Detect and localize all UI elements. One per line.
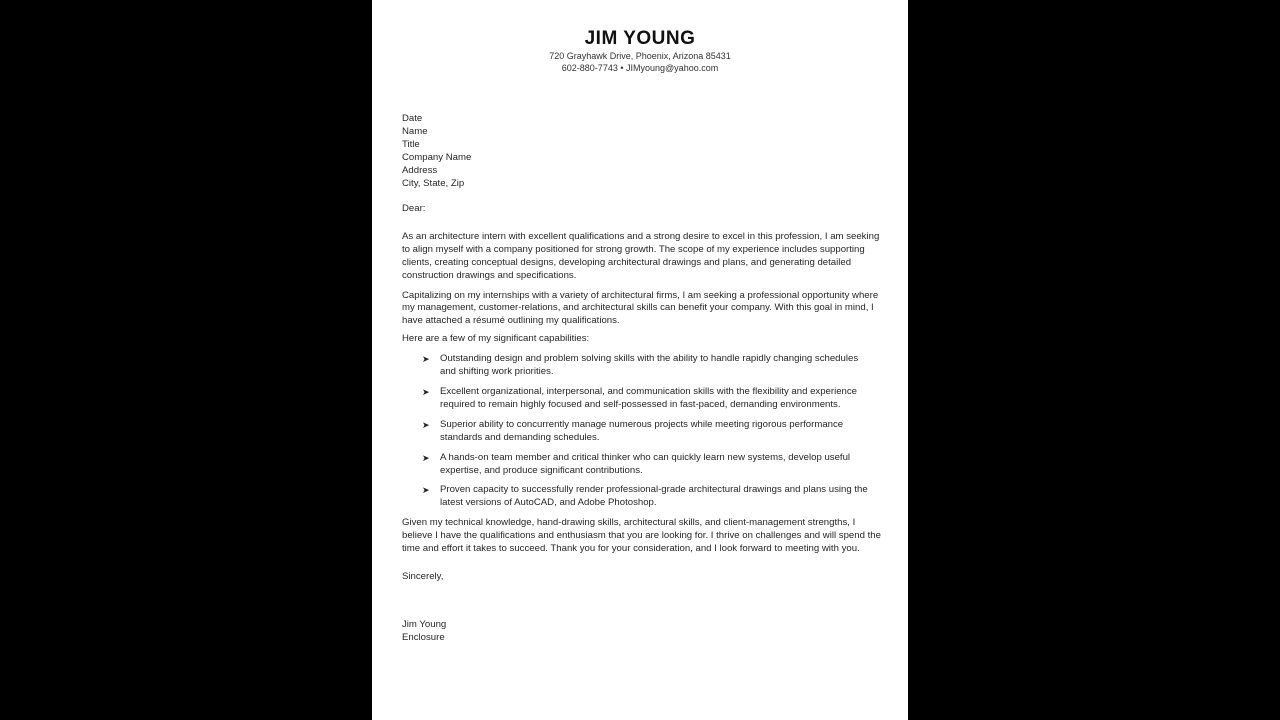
recipient-date: Date — [402, 113, 423, 124]
signature-block — [402, 618, 882, 644]
arrowhead-bullet-icon: ➤ — [422, 452, 430, 463]
arrowhead-bullet-icon: ➤ — [422, 485, 430, 496]
capability-text: Superior ability to concurrently manage numerous projects while meeting rigorous performance standards and demanding schedules. — [440, 418, 844, 443]
recipient-block — [402, 112, 882, 190]
arrowhead-bullet-icon: ➤ — [422, 386, 430, 397]
capabilities-list — [402, 353, 882, 510]
capabilities-intro: Here are a few of my significant capabilities: — [402, 333, 590, 345]
recipient-name: Name — [402, 126, 428, 137]
sender-name: JIM YOUNG — [584, 28, 696, 49]
sender-contact-line — [372, 62, 908, 74]
list-item — [422, 484, 876, 510]
recipient-company: Company Name — [402, 152, 472, 163]
enclosure-note: Enclosure — [402, 631, 445, 643]
list-item — [422, 419, 876, 445]
list-item — [422, 353, 876, 379]
sender-address: 720 Grayhawk Drive, Phoenix, Arizona 85431 — [549, 51, 731, 61]
intro-paragraph: As an architecture intern with excellent qualifications and a strong desire to excel in this profession, I am seeking to align myself with a company positioned for strong growth. The scope of my experience includes supporting clients, creating conceptual designs, developing architectural drawings and plans, and generating detailed construction drawings and specifications. — [402, 230, 880, 281]
capability-text: Excellent organizational, interpersonal, and communication skills with the flexibility and experience required to remain highly focused and self-possessed in fast-paced, demanding environments. — [440, 385, 858, 410]
salutation: Dear: — [402, 203, 426, 214]
sender-email: JIMyoung@yahoo.com — [626, 63, 719, 73]
letter-body — [402, 112, 882, 644]
closing-paragraph: Given my technical knowledge, hand-drawing skills, architectural skills, and client-management strengths, I believe I have the qualifications and enthusiasm that you are looking for. I thrive on challenges and will spend the time and effort it takes to succeed. Thank you for your consideration, and I look forward to meeting with you. — [402, 517, 881, 555]
contact-separator: • — [620, 63, 624, 73]
arrowhead-bullet-icon: ➤ — [422, 354, 430, 365]
capability-text: A hands-on team member and critical thinker who can quickly learn new systems, develop useful expertise, and produce significant contributions. — [440, 451, 851, 476]
list-item — [422, 452, 876, 478]
capability-text: Outstanding design and problem solving skills with the ability to handle rapidly changing schedules and shifting work priorities. — [440, 353, 859, 378]
list-item — [422, 386, 876, 412]
letterhead — [372, 28, 908, 74]
recipient-title: Title — [402, 139, 420, 150]
recipient-city-state-zip: City, State, Zip — [402, 178, 465, 189]
arrowhead-bullet-icon: ➤ — [422, 419, 430, 430]
signature-name: Jim Young — [402, 618, 447, 630]
cover-letter-page — [372, 0, 908, 720]
capability-text: Proven capacity to successfully render professional-grade architectural drawings and plans using the latest versions of AutoCAD, and Adobe Photoshop. — [440, 484, 868, 509]
internship-paragraph: Capitalizing on my internships with a variety of architectural firms, I am seeking a professional opportunity where my management, customer-relations, and architectural skills can benefit your company. With this goal in mind, I have attached a résumé outlining my qualifications. — [402, 289, 879, 327]
recipient-address: Address — [402, 165, 438, 176]
sender-phone: 602-880-7743 — [561, 63, 618, 73]
closing-salutation: Sincerely, — [402, 570, 444, 582]
